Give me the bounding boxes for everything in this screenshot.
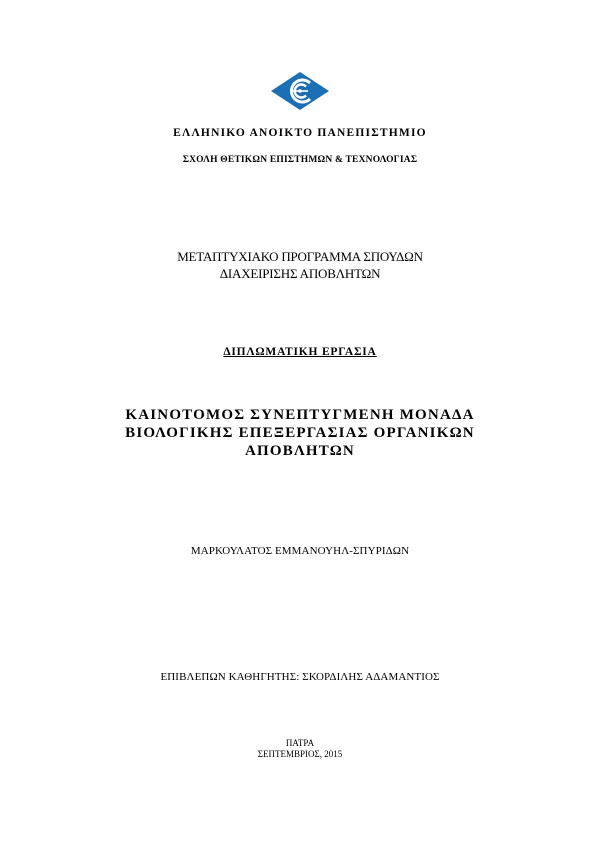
author-name: ΜΑΡΚΟΥΛΑΤΟΣ ΕΜΜΑΝΟΥΗΛ-ΣΠΥΡΙΔΩΝ [190,545,410,557]
thesis-title-line-2: ΒΙΟΛΟΓΙΚΗΣ ΕΠΕΞΕΡΓΑΣΙΑΣ ΟΡΓΑΝΙΚΩΝ [125,425,475,441]
thesis-label: ΔΙΠΛΩΜΑΤΙΚΗ ΕΡΓΑΣΙΑ [223,346,377,358]
thesis-title-line-1: ΚΑΙΝΟΤΟΜΟΣ ΣΥΝΕΠΤΥΓΜΕΝΗ ΜΟΝΑΔΑ [125,407,475,423]
thesis-title [0,406,600,460]
university-name: ΕΛΛΗΝΙΚΟ ΑΝΟΙΚΤΟ ΠΑΝΕΠΙΣΤΗΜΙΟ [173,127,427,139]
supervisor: ΕΠΙΒΛΕΠΩΝ ΚΑΘΗΓΗΤΗΣ: ΣΚΟΡΔΙΛΗΣ ΑΔΑΜΑΝΤΙΟΣ [160,671,440,683]
footer-place: ΠΑΤΡΑ [285,738,315,748]
program-line-2: ΔΙΑΧΕΙΡΙΣΗΣ ΑΠΟΒΛΗΤΩΝ [219,266,381,281]
footer-date: ΣΕΠΤΕΜΒΡΙΟΣ, 2015 [257,749,343,759]
school-name: ΣΧΟΛΗ ΘΕΤΙΚΩΝ ΕΠΙΣΤΗΜΩΝ & ΤΕΧΝΟΛΟΓΙΑΣ [182,155,418,165]
program-title [0,248,600,282]
program-line-1: ΜΕΤΑΠΤΥΧΙΑΚΟ ΠΡΟΓΡΑΜΜΑ ΣΠΟΥΔΩΝ [177,249,423,264]
thesis-title-line-3: ΑΠΟΒΛΗΤΩΝ [245,443,355,459]
university-logo-icon [270,71,330,111]
